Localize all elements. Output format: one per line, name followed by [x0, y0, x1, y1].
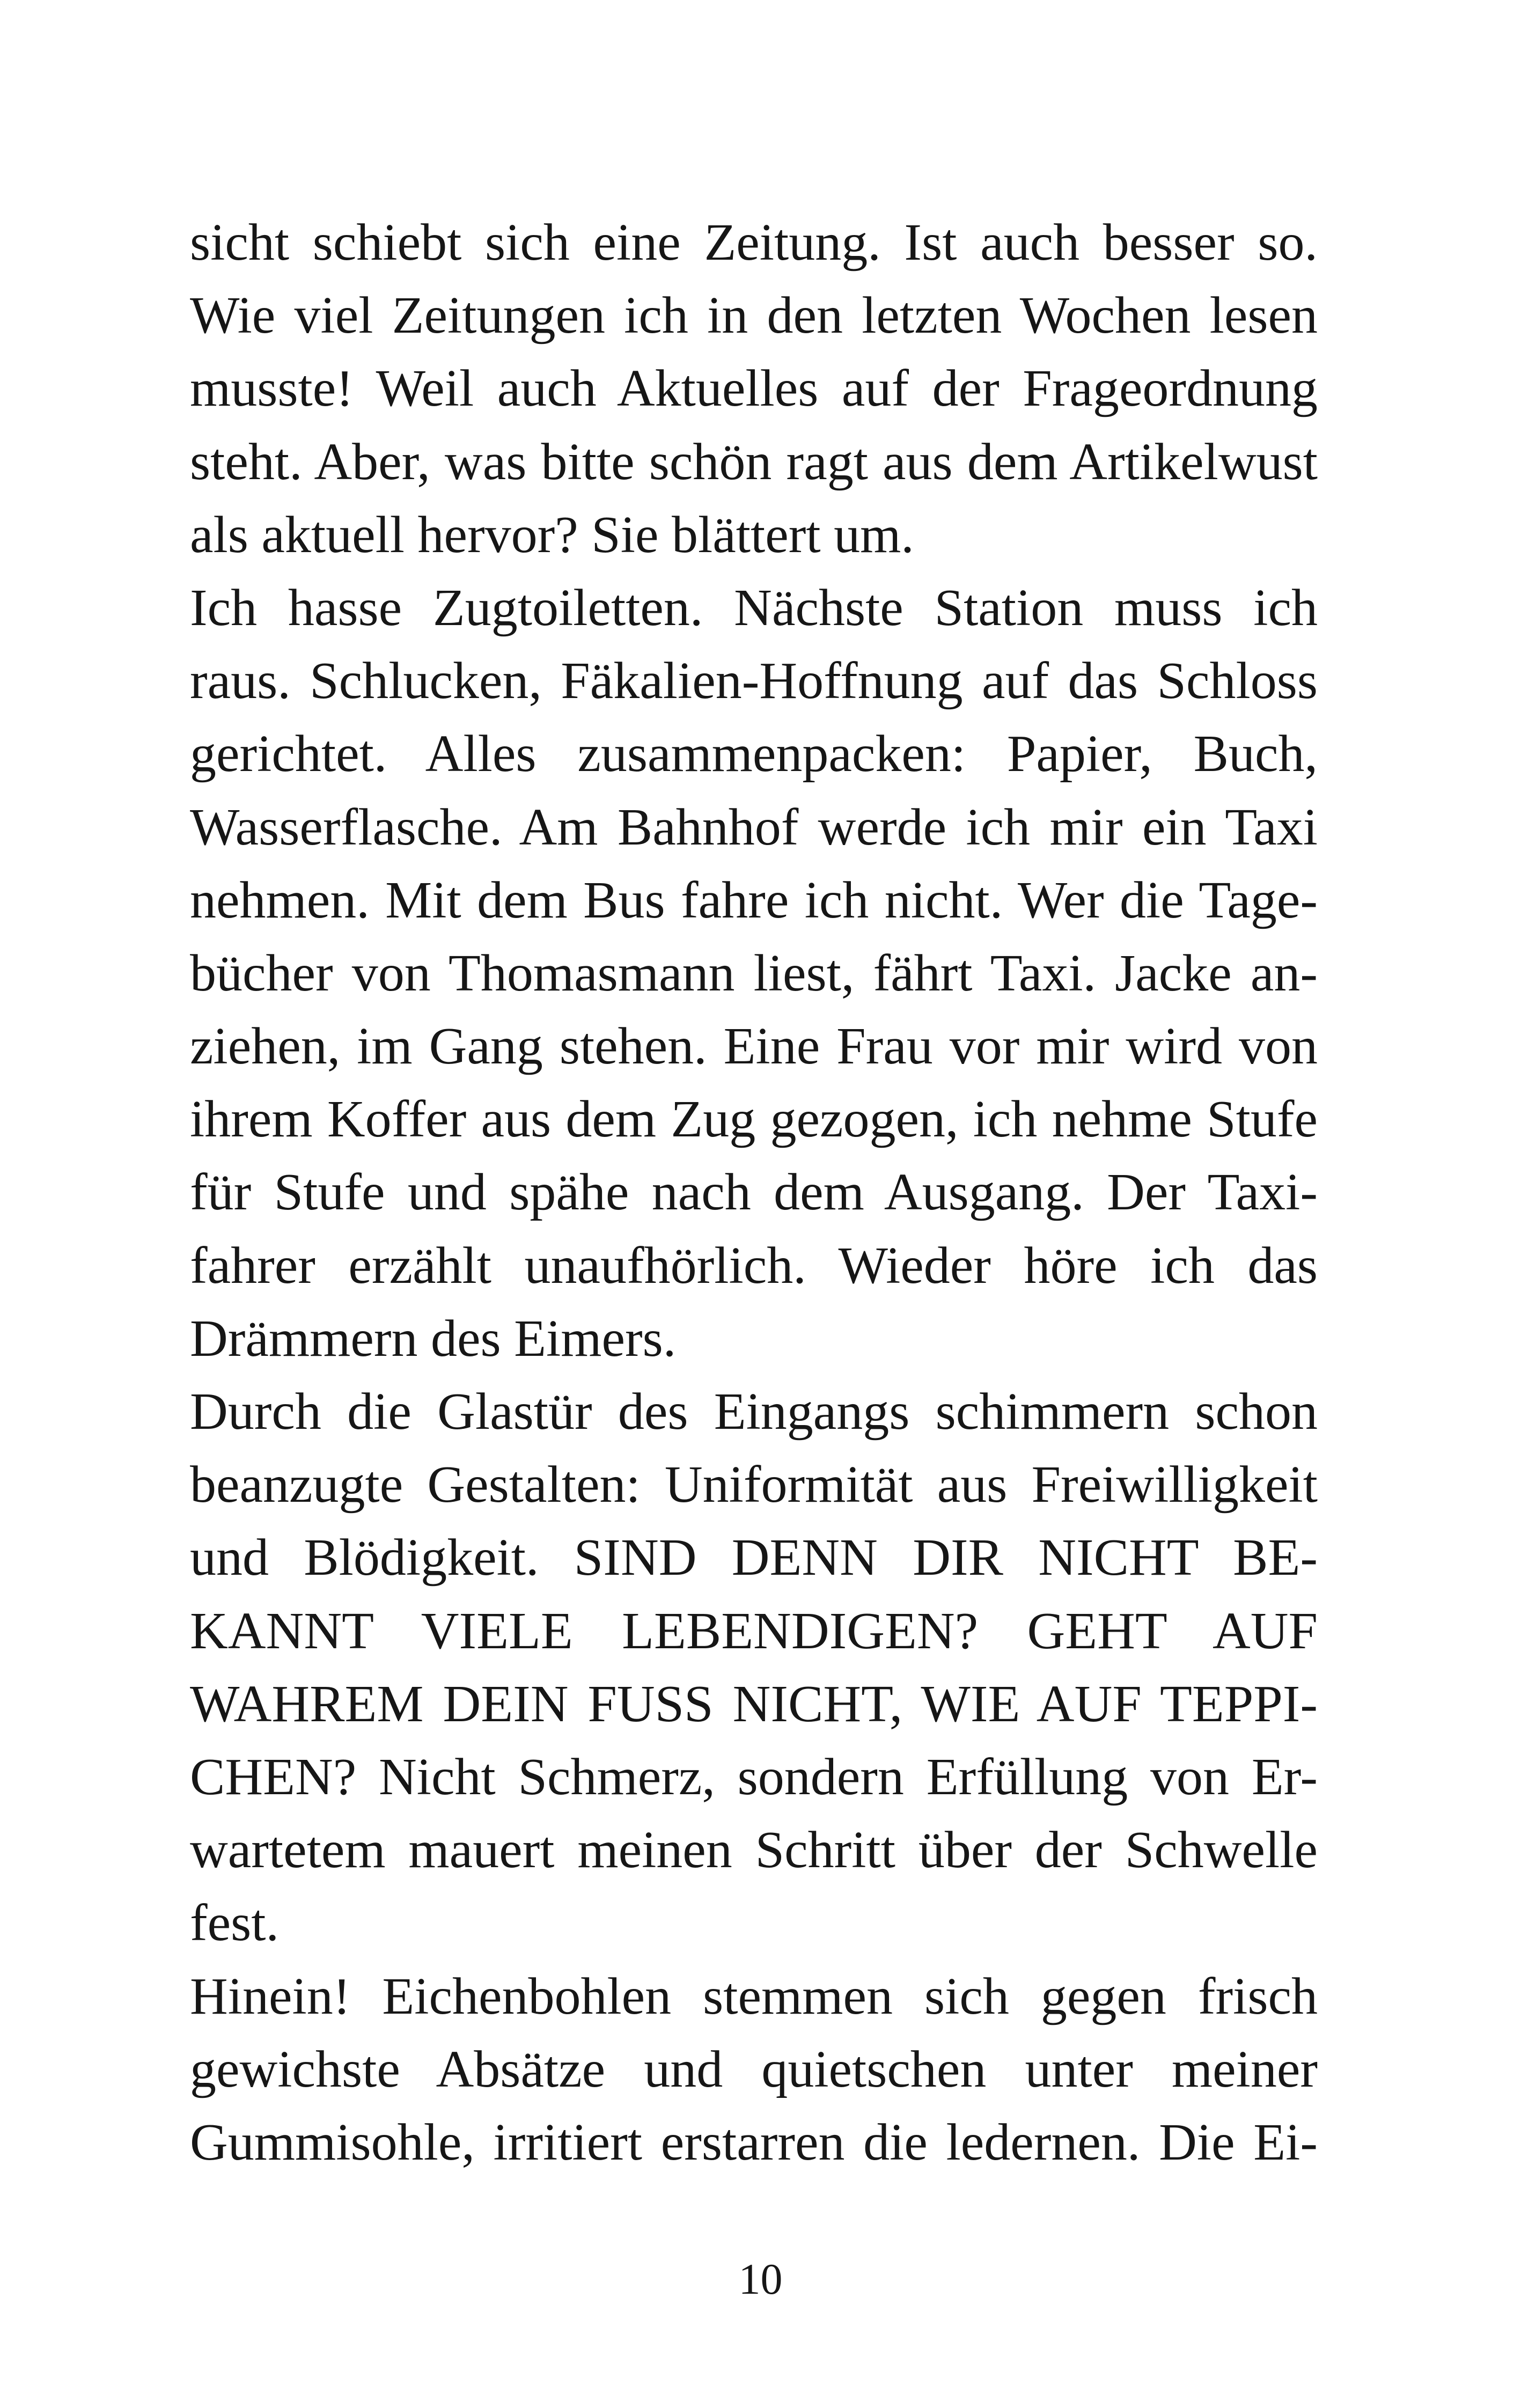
text-line: Drämmern des Eimers. [190, 1309, 677, 1368]
text-line: beanzugte Gestalten: Uniformität aus Freiwilligkeit [190, 1456, 1318, 1514]
text-line: Durch die Glastür des Eingangs schimmern schon [190, 1383, 1318, 1441]
text-line: Wasserflasche. Am Bahnhof werde ich mir ein Taxi [190, 798, 1318, 856]
text-line: KANNT VIELE LEBENDIGEN? GEHT AUF [190, 1602, 1318, 1660]
text-line: Gummisohle, irritiert erstarren die ledernen. Die Ei- [190, 2113, 1318, 2171]
text-line: musste! Weil auch Aktuelles auf der Frageordnung [190, 359, 1318, 418]
text-line: nehmen. Mit dem Bus fahre ich nicht. Wer die Tage- [190, 871, 1318, 929]
text-line: fest. [190, 1894, 279, 1952]
text-line: raus. Schlucken, Fäkalien-Hoffnung auf das Schloss [190, 652, 1318, 710]
text-line: ziehen, im Gang stehen. Eine Frau vor mir wird von [190, 1017, 1318, 1076]
text-line: wartetem mauert meinen Schritt über der Schwelle [190, 1821, 1318, 1880]
text-line: steht. Aber, was bitte schön ragt aus dem Artikelwust [190, 432, 1318, 491]
text-line: gewichste Absätze und quietschen unter meiner [190, 2040, 1318, 2098]
text-line: und Blödigkeit. SIND DENN DIR NICHT BE- [190, 1529, 1318, 1587]
text-line: sicht schiebt sich eine Zeitung. Ist auch besser so. [190, 214, 1318, 271]
text-line: fahrer erzählt unaufhörlich. Wieder höre ich das [190, 1236, 1318, 1295]
text-line: ihrem Koffer aus dem Zug gezogen, ich nehme Stufe [190, 1090, 1318, 1149]
page-number: 10 [738, 2255, 783, 2303]
text-line: Wie viel Zeitungen ich in den letzten Wochen lesen [190, 287, 1318, 345]
text-line: CHEN? Nicht Schmerz, sondern Erfüllung von Er- [190, 1748, 1318, 1806]
text-line: WAHREM DEIN FUSS NICHT, WIE AUF TEPPI- [190, 1675, 1318, 1733]
text-line: gerichtet. Alles zusammenpacken: Papier, Buch, [190, 725, 1318, 783]
text-line: Ich hasse Zugtoiletten. Nächste Station muss ich [190, 578, 1318, 637]
body-text [190, 206, 1318, 2179]
text-line: Hinein! Eichenbohlen stemmen sich gegen frisch [190, 1967, 1318, 2025]
text-line: für Stufe und spähe nach dem Ausgang. Der Taxi- [190, 1163, 1318, 1222]
text-line: bücher von Thomasmann liest, fährt Taxi. Jacke an- [190, 944, 1318, 1002]
text-line: als aktuell hervor? Sie blättert um. [190, 505, 914, 564]
